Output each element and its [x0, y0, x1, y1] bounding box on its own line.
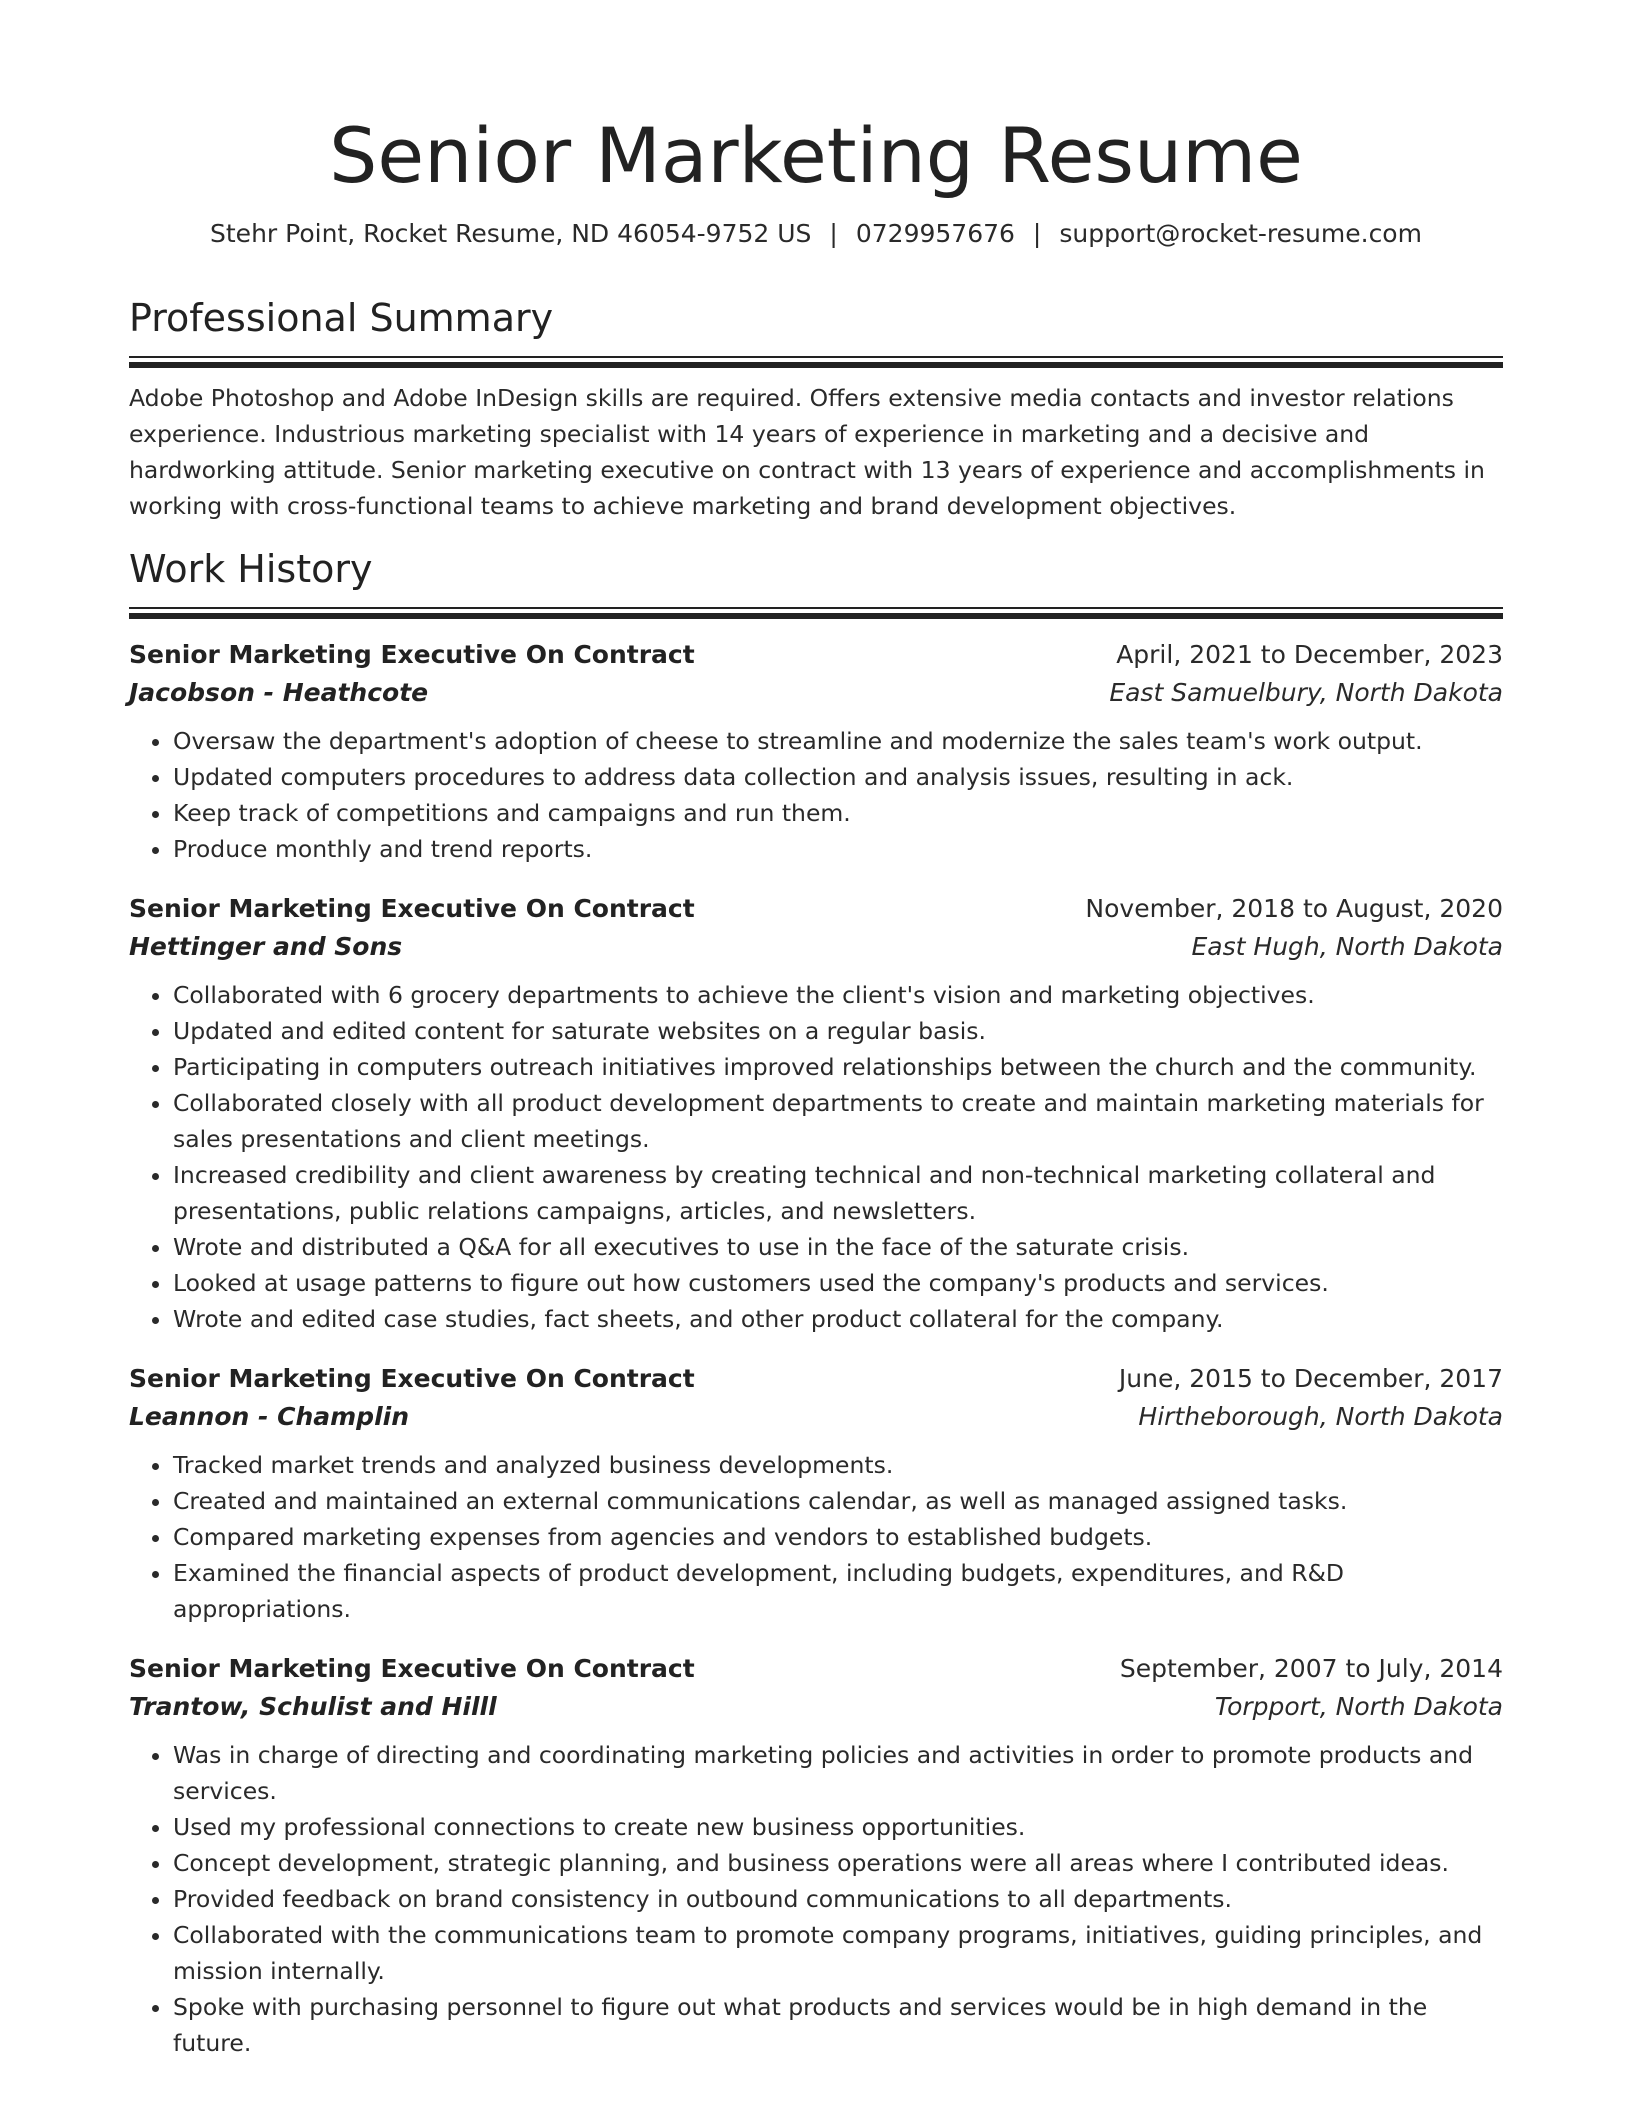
job-entry	[129, 891, 1503, 1337]
job-bullet: • Updated computers procedures to address data collection and analysis issues, resulting in ack.	[173, 759, 1503, 795]
job-entry	[129, 1651, 1503, 2061]
job-dates: September, 2007 to July, 2014	[1119, 1653, 1503, 1683]
summary-heading: Professional Summary	[129, 296, 554, 341]
job-bullet: • Wrote and distributed a Q&A for all executives to use in the face of the saturate crisis.	[173, 1229, 1503, 1265]
job-bullet: • Was in charge of directing and coordinating marketing policies and activities in order to promote products and services.	[173, 1737, 1503, 1809]
job-bullet: • Collaborated with 6 grocery departments to achieve the client's vision and marketing objectives.	[173, 977, 1503, 1013]
job-location: East Samuelbury, North Dakota	[1109, 677, 1503, 707]
job-list	[129, 637, 1503, 2061]
job-dates: November, 2018 to August, 2020	[1085, 893, 1503, 923]
job-bullets	[129, 1737, 1503, 2061]
job-entry	[129, 1361, 1503, 1627]
job-bullet: • Oversaw the department's adoption of cheese to streamline and modernize the sales team's work output.	[173, 723, 1503, 759]
job-dates: April, 2021 to December, 2023	[1116, 639, 1503, 669]
job-company: Hettinger and Sons	[129, 931, 403, 961]
job-bullet: • Produce monthly and trend reports.	[173, 831, 1503, 867]
job-location: East Hugh, North Dakota	[1191, 931, 1503, 961]
work-history-heading: Work History	[129, 547, 373, 592]
job-bullet: • Tracked market trends and analyzed business developments.	[173, 1447, 1503, 1483]
job-company: Trantow, Schulist and Hilll	[129, 1691, 497, 1721]
job-bullet: • Provided feedback on brand consistency in outbound communications to all departments.	[173, 1881, 1503, 1917]
job-company-row	[129, 673, 1503, 713]
job-company: Jacobson - Heathcote	[129, 677, 429, 707]
job-bullet: • Compared marketing expenses from agencies and vendors to established budgets.	[173, 1519, 1503, 1555]
job-bullet: • Updated and edited content for saturate websites on a regular basis.	[173, 1013, 1503, 1049]
summary-text: Adobe Photoshop and Adobe InDesign skills are required. Offers extensive media contacts and investor relations experience. Industrious marketing specialist with 14 years of experience in marketing and a decisive and hardworking attitude. Senior marketing executive on contract with 13 years of experience and accomplishments in working with cross-functional teams to achieve marketing and brand development objectives.	[129, 383, 1485, 520]
job-title: Senior Marketing Executive On Contract	[129, 893, 695, 923]
job-header-row	[129, 891, 1503, 927]
job-bullet: • Created and maintained an external communications calendar, as well as managed assigned tasks.	[173, 1483, 1503, 1519]
job-entry	[129, 637, 1503, 867]
job-bullet: • Increased credibility and client awareness by creating technical and non-technical marketing collateral and presentations, public relations campaigns, articles, and newsletters.	[173, 1157, 1503, 1229]
job-bullets	[129, 1447, 1503, 1627]
job-title: Senior Marketing Executive On Contract	[129, 1653, 695, 1683]
work-history-section	[129, 547, 1503, 2061]
section-divider	[129, 356, 1503, 368]
job-header-row	[129, 1651, 1503, 1687]
job-bullet: • Participating in computers outreach initiatives improved relationships between the church and the community.	[173, 1049, 1503, 1085]
job-location: Torpport, North Dakota	[1214, 1691, 1503, 1721]
job-bullet: • Keep track of competitions and campaigns and run them.	[173, 795, 1503, 831]
contact-line	[129, 219, 1503, 248]
contact-separator: |	[829, 219, 838, 249]
contact-email: support@rocket-resume.com	[1059, 219, 1422, 249]
job-bullets	[129, 977, 1503, 1337]
summary-section	[129, 296, 1503, 524]
job-bullets	[129, 723, 1503, 867]
job-bullet: • Collaborated with the communications team to promote company programs, initiatives, guiding principles, and mission internally.	[173, 1917, 1503, 1989]
job-title: Senior Marketing Executive On Contract	[129, 1363, 695, 1393]
job-bullet: • Spoke with purchasing personnel to figure out what products and services would be in high demand in the future.	[173, 1989, 1503, 2061]
job-header-row	[129, 637, 1503, 673]
job-bullet: • Looked at usage patterns to figure out how customers used the company's products and services.	[173, 1265, 1503, 1301]
job-company-row	[129, 927, 1503, 967]
job-title: Senior Marketing Executive On Contract	[129, 639, 695, 669]
resume-title: Senior Marketing Resume	[329, 111, 1303, 200]
section-divider	[129, 607, 1503, 619]
job-bullet: • Examined the financial aspects of product development, including budgets, expenditures, and R&D appropriations.	[173, 1555, 1503, 1627]
job-header-row	[129, 1361, 1503, 1397]
job-bullet: • Wrote and edited case studies, fact sheets, and other product collateral for the company.	[173, 1301, 1503, 1337]
job-company-row	[129, 1687, 1503, 1727]
job-bullet: • Collaborated closely with all product development departments to create and maintain marketing materials for sales presentations and client meetings.	[173, 1085, 1503, 1157]
job-bullet: • Used my professional connections to create new business opportunities.	[173, 1809, 1503, 1845]
job-dates: June, 2015 to December, 2017	[1118, 1363, 1503, 1393]
contact-separator: |	[1032, 219, 1042, 249]
job-company-row	[129, 1397, 1503, 1437]
job-location: Hirtheborough, North Dakota	[1138, 1401, 1503, 1431]
contact-address: Stehr Point, Rocket Resume, ND 46054-9752 US	[210, 219, 812, 249]
job-bullet: • Concept development, strategic planning, and business operations were all areas where I contributed ideas.	[173, 1845, 1503, 1881]
contact-phone: 0729957676	[855, 219, 1015, 249]
job-company: Leannon - Champlin	[129, 1401, 410, 1431]
